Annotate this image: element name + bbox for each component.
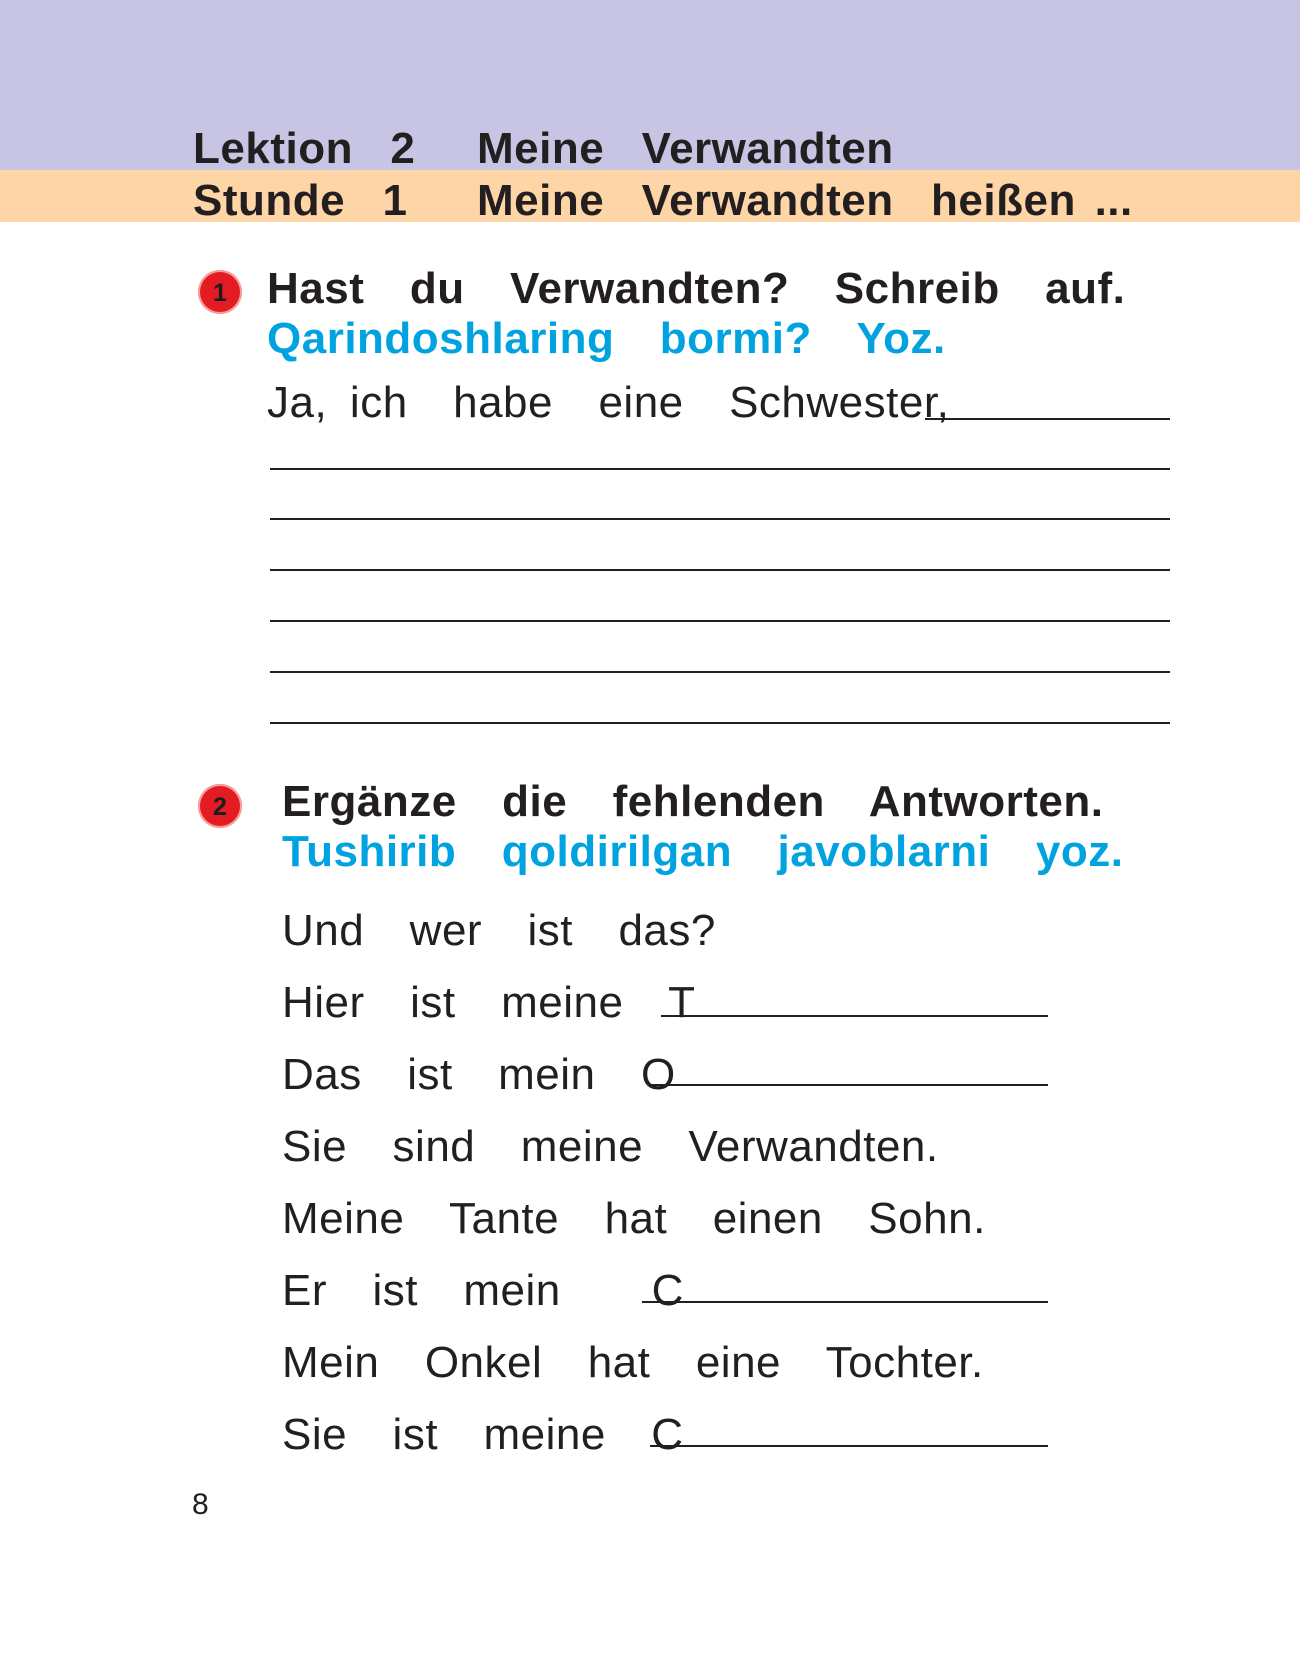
unit-title: Meine Verwandten heißen ...	[477, 176, 1133, 225]
page-number: 8	[192, 1488, 209, 1521]
answer-line[interactable]	[642, 1301, 1048, 1303]
answer-line[interactable]	[270, 620, 1170, 622]
task-number-badge-1: 1	[198, 270, 242, 314]
task2-line: Meine Tante hat einen Sohn.	[282, 1194, 986, 1243]
answer-line[interactable]	[650, 1445, 1048, 1447]
task2-line: Er ist mein C	[282, 1266, 684, 1315]
task1-starter-text: Ja, ich habe eine Schwester,	[267, 378, 950, 427]
task2-line: Hier ist meine T	[282, 978, 696, 1027]
task2-line: Sie ist meine C	[282, 1410, 684, 1459]
task2-instruction-de: Ergänze die fehlenden Antworten.	[282, 777, 1104, 826]
task1-instruction-uz: Qarindoshlaring bormi? Yoz.	[267, 314, 946, 363]
lesson-label: Lektion 2	[193, 124, 416, 173]
answer-line[interactable]	[650, 1084, 1048, 1086]
task2-line: Das ist mein O	[282, 1050, 676, 1099]
answer-line[interactable]	[270, 722, 1170, 724]
task-number-badge-2: 2	[198, 784, 242, 828]
answer-line[interactable]	[270, 569, 1170, 571]
task1-instruction-de: Hast du Verwandten? Schreib auf.	[267, 264, 1126, 313]
answer-line[interactable]	[270, 518, 1170, 520]
answer-line[interactable]	[270, 671, 1170, 673]
task2-line: Mein Onkel hat eine Tochter.	[282, 1338, 984, 1387]
task2-line: Sie sind meine Verwandten.	[282, 1122, 939, 1171]
task2-line: Und wer ist das?	[282, 906, 716, 955]
answer-line[interactable]	[661, 1015, 1048, 1017]
answer-line[interactable]	[270, 468, 1170, 470]
task2-instruction-uz: Tushirib qoldirilgan javoblarni yoz.	[282, 827, 1124, 876]
answer-line[interactable]	[925, 418, 1170, 420]
lesson-title: Meine Verwandten	[477, 124, 894, 173]
unit-label: Stunde 1	[193, 176, 408, 225]
